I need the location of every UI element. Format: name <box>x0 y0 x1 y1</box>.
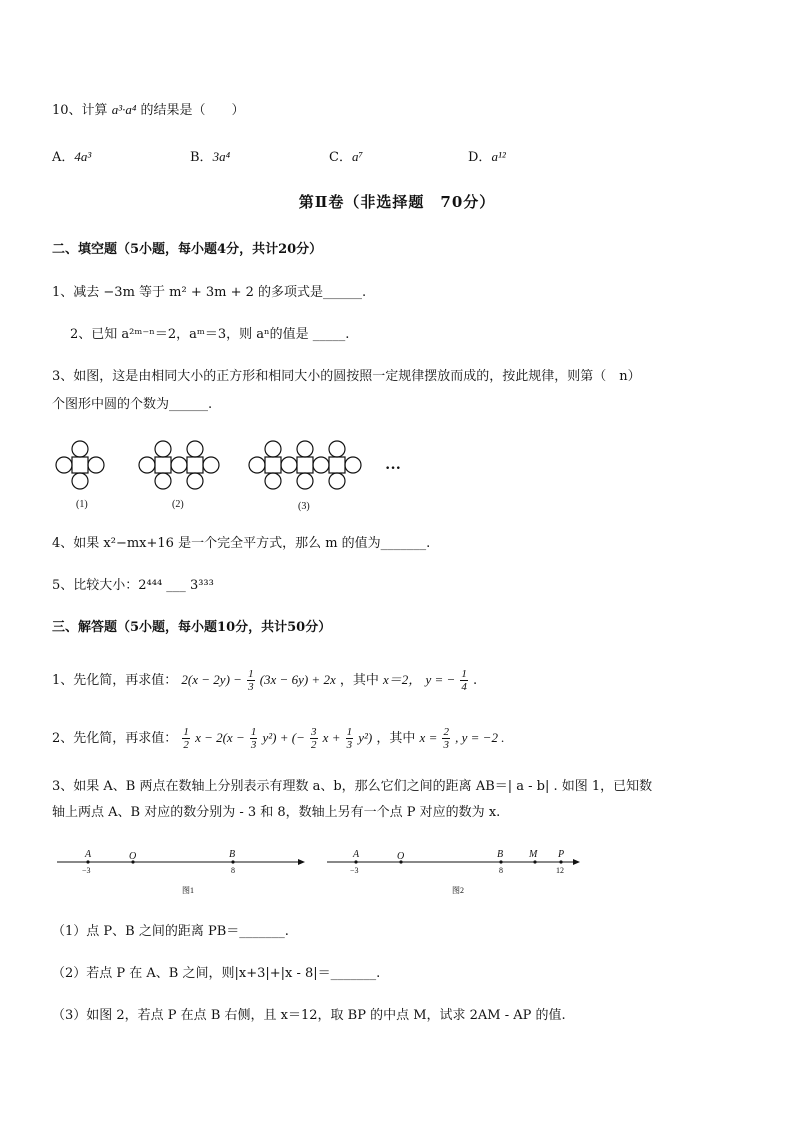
pattern-circle <box>187 473 203 489</box>
point-b-label: B <box>229 849 236 860</box>
q2-fraction-2: $\frac{1}{3}$ <box>250 726 257 751</box>
q10-suffix: 的结果是（ ） <box>140 103 245 118</box>
figure-label-2: (2) <box>172 499 184 510</box>
q2-prefix: 2、先化简，再求值： <box>52 731 178 746</box>
pattern-circle <box>187 441 203 457</box>
part-2-title: 第Ⅱ卷（非选择题 70分） <box>298 193 496 211</box>
fill-question-4: 4、如果 x²−mx+16 是一个完全平方式，那么 m 的值为_______. <box>52 536 431 551</box>
solve-question-3-line1: 3、如果 A、B 两点在数轴上分别表示有理数 a、b，那么它们之间的距离 AB＝| a - b| . 如图 1，已知数 <box>52 779 653 794</box>
fill-question-2: 2、已知 a²ᵐ⁻ⁿ＝2，aᵐ＝3，则 aⁿ的值是 _____. <box>70 327 350 342</box>
point-b-dot <box>499 860 502 863</box>
q1-fraction: $\frac{1}{3}$ <box>248 668 254 693</box>
pattern-circle <box>72 473 88 489</box>
pattern-circle <box>297 441 313 457</box>
arrow-head <box>298 859 305 865</box>
question-10 <box>52 101 245 120</box>
point-b-dot <box>231 860 234 863</box>
pattern-square <box>72 457 88 473</box>
solve-question-3-line2: 轴上两点 A、B 对应的数分别为 - 3 和 8，数轴上另有一个点 P 对应的数为 x. <box>52 805 501 820</box>
point-b-label: B <box>497 849 504 860</box>
pattern-square <box>265 457 281 473</box>
q1-prefix: 1、先化简，再求值： <box>52 673 178 688</box>
point-a-label: A <box>85 849 92 860</box>
q1-expr-b: (3x − 6y) + 2x <box>259 672 336 687</box>
point-m-label: M <box>529 849 538 860</box>
pattern-square <box>187 457 203 473</box>
q10-expression: a³·a⁴ <box>111 102 137 117</box>
option-c[interactable] <box>329 146 363 165</box>
point-a-label: A <box>353 849 360 860</box>
fill-question-3-line1: 3、如图，这是由相同大小的正方形和相同大小的圆按照一定规律摆放而成的，按此规律，则第（ n） <box>52 369 641 384</box>
option-a-letter: A． <box>52 150 75 165</box>
arrow-head <box>573 859 580 865</box>
option-d-value: a¹² <box>491 149 506 164</box>
point-o-label: O <box>397 851 405 862</box>
figure-label-3: (3) <box>298 501 310 512</box>
pattern-circle <box>265 441 281 457</box>
fill-question-5: 5、比较大小：2⁴⁴⁴ ___ 3³³³ <box>52 578 214 593</box>
point-p-label: P <box>558 849 565 860</box>
option-c-letter: C． <box>329 150 352 165</box>
pattern-circle <box>329 441 345 457</box>
pattern-circle <box>297 473 313 489</box>
pattern-circle <box>249 457 265 473</box>
q2-expr-d: y²) <box>358 730 373 745</box>
value-b: 8 <box>231 866 235 875</box>
pattern-square <box>297 457 313 473</box>
q2-x-fraction: $\frac{2}{3}$ <box>443 726 449 751</box>
pattern-square <box>155 457 171 473</box>
q2-y-value: , y = −2 . <box>455 730 505 745</box>
option-a-value: 4a³ <box>74 149 92 164</box>
option-d-letter: D． <box>468 150 492 165</box>
fill-question-3-line2: 个图形中圆的个数为______. <box>52 397 213 412</box>
pattern-circle <box>155 441 171 457</box>
q1-x-value: x＝2， <box>383 672 422 687</box>
option-d[interactable] <box>468 146 506 165</box>
point-a-dot <box>86 860 89 863</box>
point-m-dot <box>533 860 536 863</box>
point-a-dot <box>354 860 357 863</box>
sub-question-2: （2）若点 P 在 A、B 之间，则|x+3|+|x - 8|＝_______. <box>52 966 381 981</box>
q1-y-value: y = − <box>425 672 456 687</box>
pattern-circle <box>345 457 361 473</box>
fill-question-1: 1、减去 −3m 等于 m² + 3m + 2 的多项式是______. <box>52 285 367 300</box>
q1-expr-a: 2(x − 2y) − <box>181 672 242 687</box>
figure-label-1: (1) <box>76 499 88 510</box>
q10-prefix: 10、计算 <box>52 103 108 118</box>
q2-expr-a: x − 2(x − <box>195 730 245 745</box>
option-b-letter: B． <box>190 150 213 165</box>
pattern-circle <box>313 457 329 473</box>
solve-question-2 <box>52 726 504 751</box>
option-a[interactable] <box>52 146 91 165</box>
q2-fraction-4: $\frac{1}{3}$ <box>346 726 353 751</box>
q1-y-fraction: $\frac{1}{4}$ <box>461 668 467 693</box>
q2-mid: ，其中 <box>376 731 416 746</box>
pattern-circle <box>88 457 104 473</box>
q2-expr-b: y²) + (− <box>262 730 305 745</box>
ellipsis: ··· <box>385 460 402 477</box>
option-b[interactable] <box>190 146 230 165</box>
q2-expr-c: x + <box>322 730 341 745</box>
pattern-circle <box>281 457 297 473</box>
q1-end: . <box>473 673 478 688</box>
q2-fraction-3: $\frac{3}{2}$ <box>311 726 317 751</box>
option-c-value: a⁷ <box>351 149 363 164</box>
point-p-dot <box>559 860 562 863</box>
pattern-circle <box>265 473 281 489</box>
pattern-circle <box>139 457 155 473</box>
pattern-circle <box>171 457 187 473</box>
pattern-circle <box>155 473 171 489</box>
value-p: 12 <box>556 866 564 875</box>
number-line-figure-1 <box>55 848 315 898</box>
q2-x-label: x = <box>419 730 438 745</box>
sub-question-1: （1）点 P、B 之间的距离 PB＝_______. <box>52 924 289 939</box>
number-line-figure-2 <box>325 848 585 898</box>
point-o-label: O <box>129 851 137 862</box>
q1-mid: ，其中 <box>339 673 379 688</box>
value-b: 8 <box>499 866 503 875</box>
pattern-circle <box>72 441 88 457</box>
option-b-value: 3a⁴ <box>212 149 231 164</box>
figure-1-caption: 图1 <box>182 886 194 895</box>
figure-2-caption: 图2 <box>452 886 464 895</box>
pattern-circle <box>329 473 345 489</box>
solve-section-heading: 三、解答题（5小题，每小题10分，共计50分） <box>52 620 332 635</box>
pattern-circle <box>56 457 72 473</box>
circle-square-pattern-figure <box>52 440 432 520</box>
q2-fraction-1: $\frac{1}{2}$ <box>183 726 189 751</box>
sub-question-3: （3）如图 2，若点 P 在点 B 右侧，且 x＝12，取 BP 的中点 M，试求 2AM - AP 的值. <box>52 1008 566 1023</box>
fill-section-heading: 二、填空题（5小题，每小题4分，共计20分） <box>52 242 323 257</box>
pattern-circle <box>203 457 219 473</box>
value-a: −3 <box>350 866 359 875</box>
value-a: −3 <box>82 866 91 875</box>
pattern-square <box>329 457 345 473</box>
solve-question-1 <box>52 668 477 693</box>
